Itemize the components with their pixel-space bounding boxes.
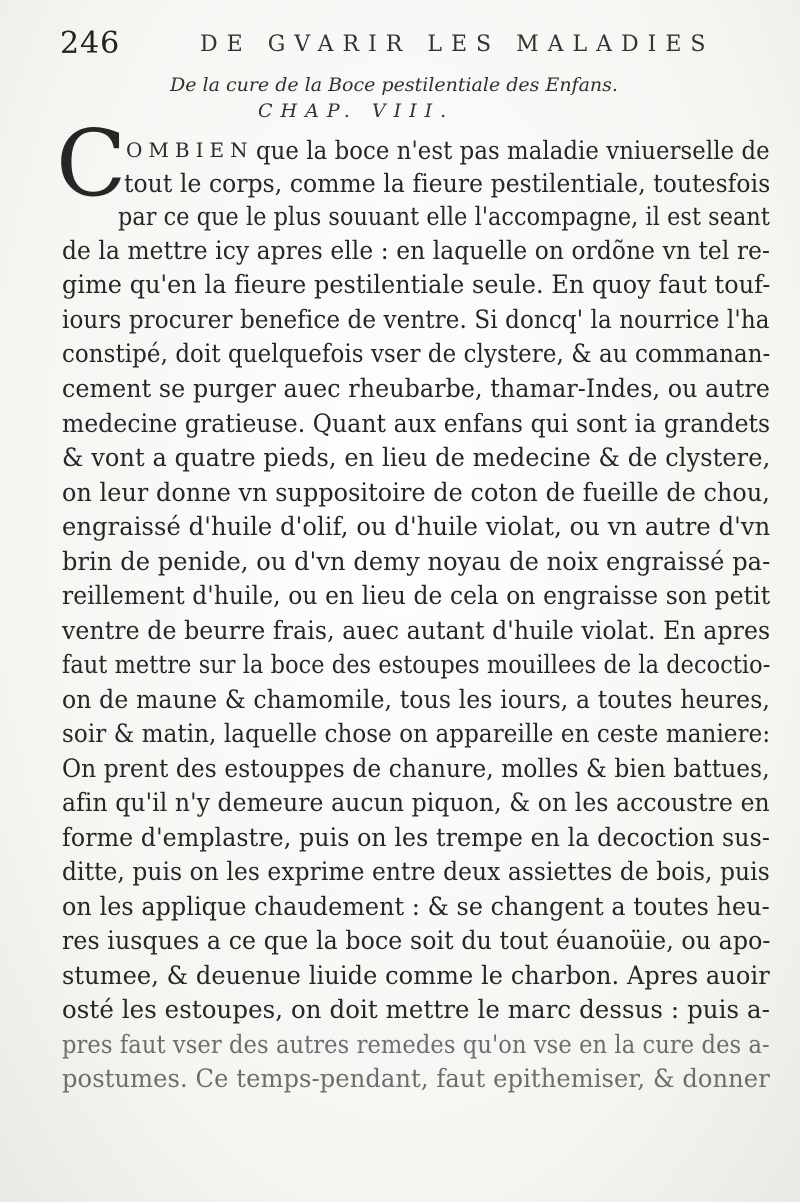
page-number: 246: [60, 26, 121, 61]
text-line: gime qu'en la fieure pestilentiale seule. En quoy faut touf-: [62, 270, 771, 299]
chapter-heading: De la cure de la Boce pestilentiale des Enfans.: [170, 74, 618, 96]
running-head: [60, 26, 760, 62]
running-title: DE GVARIR LES MALADIES: [200, 32, 715, 57]
text-line: constipé, doit quelquefois vser de clystere, & au commanan-: [62, 339, 771, 368]
text-line: on leur donne vn suppositoire de coton de fueille de chou,: [62, 478, 770, 507]
text-line: forme d'emplastre, puis on les trempe en la decoction sus-: [62, 823, 770, 852]
text-line: cement se purger auec rheubarbe, thamar-Indes, ou autre: [62, 374, 770, 403]
text-line: de la mettre icy apres elle : en laquelle on ordõne vn tel re-: [62, 236, 770, 265]
text-line: res iusques a ce que la boce soit du tout éuanoüie, ou apo-: [62, 926, 771, 955]
chapter-number: CHAP. VIII.: [258, 100, 455, 122]
text-line: on les applique chaudement : & se changent a toutes heu-: [62, 892, 770, 921]
text-line: brin de penide, ou d'vn demy noyau de noix engraissé pa-: [62, 547, 771, 576]
drop-cap: C: [56, 110, 127, 217]
text-line: ditte, puis on les exprime entre deux assiettes de bois, puis: [62, 857, 770, 886]
text-line: par ce que le plus souuant elle l'accompagne, il est seant: [118, 202, 770, 231]
text-line: pres faut vser des autres remedes qu'on vse en la cure des a-: [62, 1030, 770, 1059]
text-line: engraissé d'huile d'olif, ou d'huile violat, ou vn autre d'vn: [62, 512, 771, 541]
text-line: soir & matin, laquelle chose on appareille en ceste maniere:: [62, 719, 771, 748]
text-line: osté les estoupes, on doit mettre le marc dessus : puis a-: [62, 995, 771, 1024]
text-line: postumes. Ce temps-pendant, faut epithemiser, & donner: [62, 1064, 770, 1093]
opening-small-caps: OMBIEN: [126, 138, 254, 162]
text-line: & vont a quatre pieds, en lieu de medecine & de clystere,: [62, 443, 771, 472]
text-line: iours procurer benefice de ventre. Si doncq' la nourrice l'ha: [62, 305, 770, 334]
text-line: on de maune & chamomile, tous les iours, a toutes heures,: [62, 685, 770, 714]
text-line: reillement d'huile, ou en lieu de cela on engraisse son petit: [62, 581, 771, 610]
text-line: On prent des estouppes de chanure, molles & bien battues,: [62, 754, 770, 783]
text-line: faut mettre sur la boce des estoupes mouillees de la decoctio-: [62, 650, 771, 679]
text-line: medecine gratieuse. Quant aux enfans qui sont ia grandets: [62, 409, 771, 438]
text-line: stumee, & deuenue liuide comme le charbon. Apres auoir: [62, 961, 770, 990]
text-line: que la boce n'est pas maladie vniuerselle de: [256, 136, 770, 165]
text-line: afin qu'il n'y demeure aucun piquon, & on les accoustre en: [62, 788, 770, 817]
text-line: tout le corps, comme la fieure pestilentiale, toutesfois: [124, 169, 771, 198]
text-line: ventre de beurre frais, auec autant d'huile violat. En apres: [62, 616, 771, 645]
